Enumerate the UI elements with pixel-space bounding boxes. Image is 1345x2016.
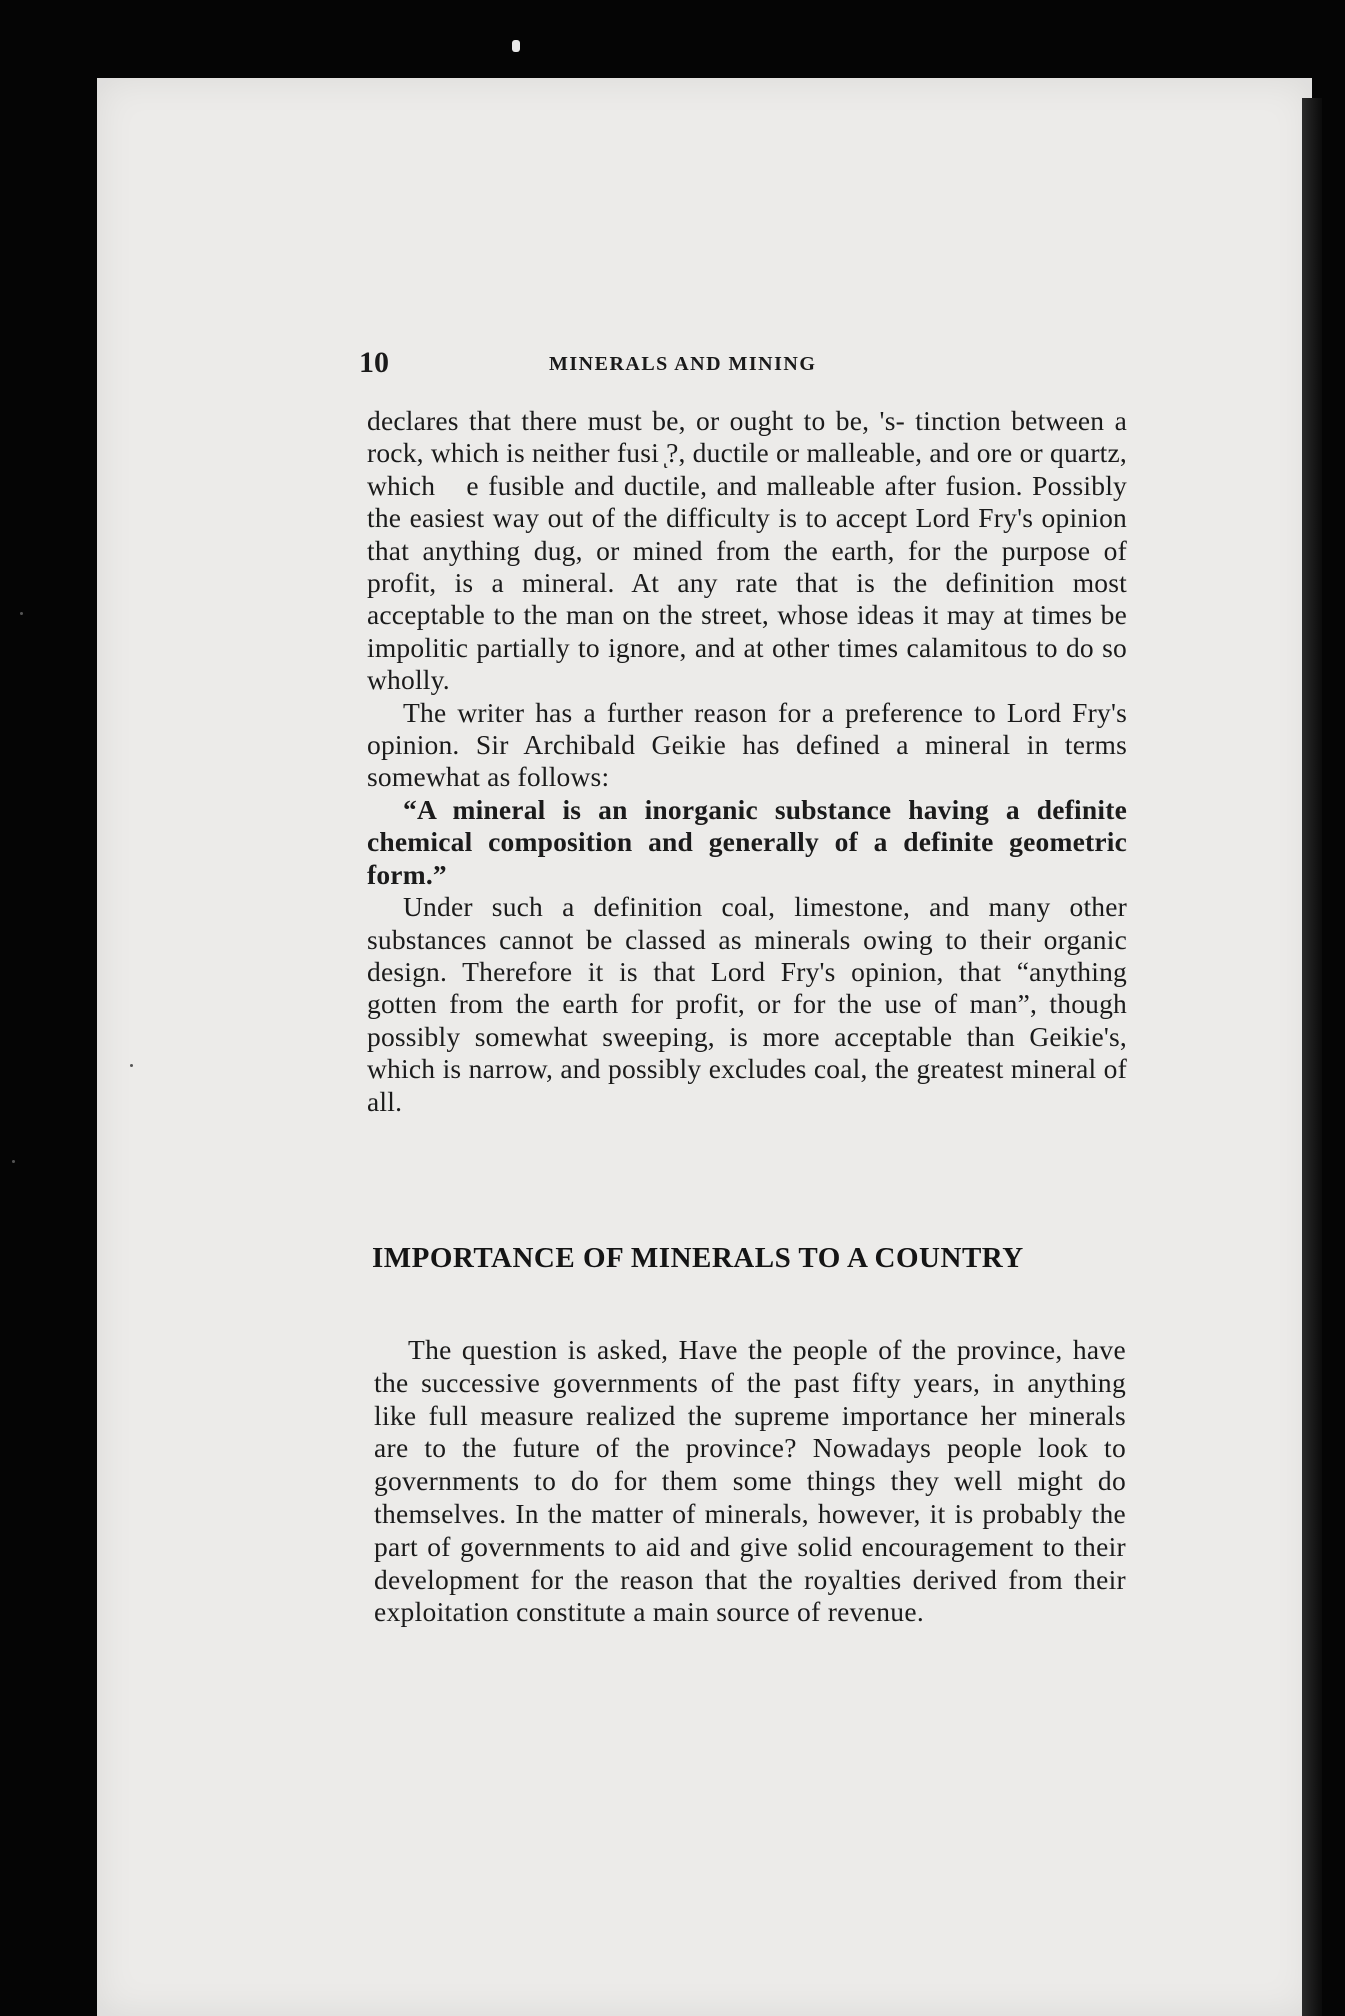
running-title: MINERALS AND MINING <box>549 353 817 375</box>
quotation: “A mineral is an inorganic substance having a definite chemical composition and generally of a definite geometric form.” <box>367 793 1127 890</box>
paragraph: The writer has a further reason for a preference to Lord Fry's opinion. Sir Archibald Geikie has defined a mineral in terms somewhat as follows: <box>367 696 1127 793</box>
paragraph: The question is asked, Have the people of the province, have the successive governments of the past fifty years, in anything like full measure realized the supreme importance her minerals are to the future of the province? Nowadays people look to governments to do for them some things they well might do themselves. In the matter of minerals, however, it is probably the part of governments to aid and give solid encouragement to their development for the reason that the royalties derived from their exploitation constitute a main source of revenue. <box>374 1334 1126 1628</box>
scan-dust <box>12 1160 15 1163</box>
page-number: 10 <box>359 346 389 379</box>
scan-dust <box>130 1064 133 1067</box>
paragraph: Under such a definition coal, limestone, and many other substances cannot be classed as minerals owing to their organic design. Therefore it is that Lord Fry's opinion, that “anything gotten from the earth for profit, or for the use of man”, though possibly somewhat sweeping, is more acceptable than Geikie's, which is narrow, and possibly excludes coal, the greatest mineral of all. <box>367 891 1127 1117</box>
section-body <box>374 1334 1126 1629</box>
scan-speck <box>512 40 520 52</box>
body-text <box>367 405 1127 1118</box>
paragraph: declares that there must be, or ought to be, 's- tinction between a rock, which is neither fusi ͅ?, ductile or malleable, and ore or quartz, which  e fusible and ductile, and malleable after fusion. Possibly the easiest way out of the difficulty is to accept Lord Fry's opinion that anything dug, or mined from the earth, for the purpose of profit, is a mineral. At any rate that is the definition most acceptable to the man on the street, whose ideas it may at times be impolitic partially to ignore, and at other times calamitous to do so wholly. <box>367 405 1127 696</box>
scan-dust <box>20 612 23 615</box>
page-edge-shadow <box>1302 98 1322 2016</box>
running-head <box>359 344 1129 384</box>
section-heading: IMPORTANCE OF MINERALS TO A COUNTRY <box>372 1242 1024 1274</box>
